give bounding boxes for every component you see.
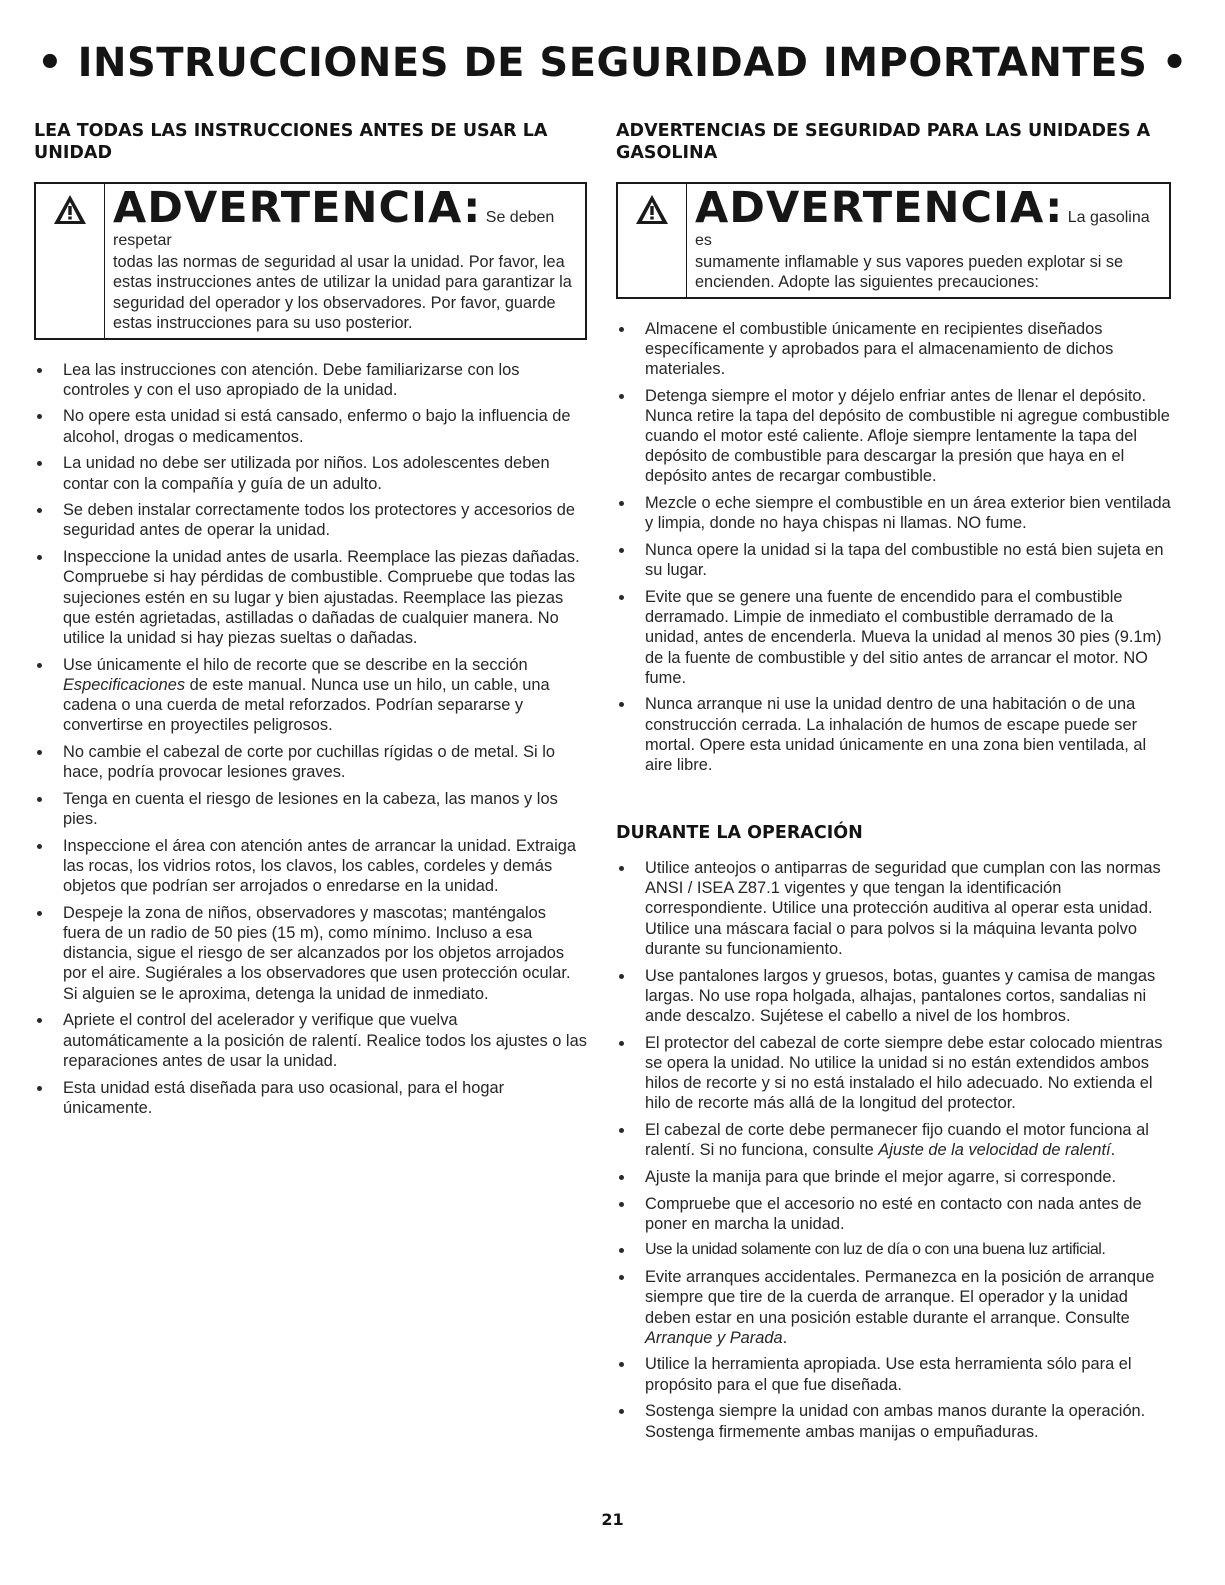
list-item — [34, 742, 587, 782]
bullet-icon — [619, 702, 624, 707]
left-column — [34, 120, 587, 1124]
list-item-text: Use pantalones largos y gruesos, botas, guantes y camisa de mangas largas. No use ropa holgada, alhajas, pantalones cortos, sandalias ni ande descalzo. Sujétese el cabello a nivel de los hombros. — [645, 966, 1156, 1025]
list-item-reference: Arranque y Parada — [645, 1328, 783, 1347]
bullet-icon — [37, 368, 42, 373]
list-item-text: Utilice la herramienta apropiada. Use esta herramienta sólo para el propósito para el que fue diseñada. — [645, 1355, 1132, 1394]
list-item-text: Apriete el control del acelerador y verifique que vuelva automáticamente a la posición de ralentí. Realice todos los ajustes o las reparaciones antes de usar la unidad. — [63, 1011, 587, 1070]
list-operation-safety — [616, 858, 1171, 1442]
bullet-icon — [37, 1018, 42, 1023]
bullet-icon — [37, 1086, 42, 1091]
warning-word: ADVERTENCIA: — [695, 183, 1064, 233]
bullet-icon — [619, 501, 624, 506]
list-item-text: Nunca arranque ni use la unidad dentro de una habitación o de una construcción cerrada. La inhalación de humos de escape puede ser mortal. Opere esta unidad únicamente en una zona bien ventilada, al aire libre. — [645, 695, 1147, 775]
list-general-safety — [34, 360, 587, 1118]
list-item-text: Ajuste la manija para que brinde el mejor agarre, si corresponde. — [645, 1167, 1117, 1186]
list-item — [616, 386, 1171, 487]
list-item — [34, 1078, 587, 1118]
bullet-icon — [619, 548, 624, 553]
warning-box-general — [34, 182, 587, 340]
bullet-icon — [37, 461, 42, 466]
warning-body: todas las normas de seguridad al usar la unidad. Por favor, lea estas instrucciones antes de utilizar la unidad para garantizar la seguridad del operador y los observadores. Por favor, guarde estas instrucciones para su uso posterior. — [113, 252, 572, 332]
section-heading-operation: DURANTE LA OPERACIÓN — [616, 823, 863, 843]
list-item-text: Detenga siempre el motor y déjelo enfriar antes de llenar el depósito. Nunca retire la tapa del depósito de combustible ni agregue combustible cuando el motor esté caliente. Afloje siempre lentamente la tapa del depósito de combustible para descargar la presión que haya en el depósito antes de recargar combustible. — [645, 386, 1170, 486]
list-item — [34, 547, 587, 648]
list-item — [34, 453, 587, 493]
list-item-text: Lea las instrucciones con atención. Debe familiarizarse con los controles y con el uso apropiado de la unidad. — [63, 360, 520, 399]
warning-icon-cell — [618, 184, 687, 297]
list-item — [616, 319, 1171, 380]
list-item-reference: Especificaciones — [63, 675, 186, 694]
list-item — [616, 694, 1171, 775]
list-gasoline-safety — [616, 319, 1171, 776]
warning-text-general — [105, 184, 585, 338]
warning-icon-cell — [36, 184, 105, 338]
list-item — [616, 1120, 1171, 1160]
list-item — [34, 903, 587, 1004]
section-heading-gasoline: ADVERTENCIAS DE SEGURIDAD PARA LAS UNIDADES A GASOLINA — [616, 121, 1151, 163]
bullet-icon — [37, 414, 42, 419]
list-item — [616, 1401, 1171, 1441]
list-item-text: La unidad no debe ser utilizada por niños. Los adolescentes deben contar con la compañía y guía de un adulto. — [63, 454, 550, 493]
page-number: 21 — [601, 1510, 624, 1529]
list-item-text: de este manual. Nunca use un hilo, un cable, una cadena o una cuerda de metal reforzados. Podrían separarse y convertirse en proyectiles peligrosos. — [63, 675, 550, 735]
warning-triangle-icon — [53, 194, 87, 225]
list-item-text: Tenga en cuenta el riesgo de lesiones en la cabeza, las manos y los pies. — [63, 789, 558, 829]
list-item — [34, 1010, 587, 1071]
list-item-text: Esta unidad está diseñada para uso ocasional, para el hogar únicamente. — [63, 1078, 505, 1117]
bullet-icon — [619, 1409, 624, 1414]
list-item-text: Utilice anteojos o antiparras de seguridad que cumplan con las normas ANSI / ISEA Z87.1 vigentes y que tengan la identificación correspondiente. Utilice una protección auditiva al operar esta unidad. Utilice una máscara facial o para polvos si la máquina levanta polvo durante su funcionamiento. — [645, 859, 1161, 958]
warning-lead: La gasolina es — [695, 209, 1150, 249]
warning-body: sumamente inflamable y sus vapores pueden explotar si se encienden. Adopte las siguientes precauciones: — [695, 252, 1124, 291]
warning-triangle-icon — [635, 194, 669, 225]
bullet-icon — [619, 1202, 624, 1207]
list-item-text: Despeje la zona de niños, observadores y mascotas; manténgalos fuera de un radio de 50 pies (15 m), como mínimo. Incluso a esa distancia, sigue el riesgo de ser alcanzados por los objetos arrojados por el aire. Sugiérales a los observadores que usen protección ocular. Si alguien se le aproxima, detenga la unidad de inmediato. — [63, 903, 571, 1003]
warning-lead: Se deben respetar — [113, 209, 555, 249]
list-item-text: Use únicamente el hilo de recorte que se describe en la sección — [63, 655, 528, 674]
bullet-icon — [619, 1275, 624, 1280]
list-item-text: El cabezal de corte debe permanecer fijo cuando el motor funciona al ralentí. Si no funciona, consulte — [645, 1120, 1149, 1160]
bullet-icon — [619, 1128, 624, 1133]
bullet-icon — [37, 797, 42, 802]
list-item — [616, 540, 1171, 580]
list-item — [616, 493, 1171, 533]
list-item-text: Inspeccione la unidad antes de usarla. Reemplace las piezas dañadas. Compruebe si hay pérdidas de combustible. Compruebe que todas las sujeciones estén en su lugar y bien ajustadas. Reemplace las piezas que estén agrietadas, astilladas o dañadas de cualquier manera. No utilice la unidad si hay piezas sueltas o dañadas. — [63, 548, 580, 647]
list-item-text: Evite arranques accidentales. Permanezca en la posición de arranque siempre que tire de la cuerda de arranque. El operador y la unidad deben estar en una posición estable durante el arranque. Consulte — [645, 1268, 1155, 1327]
bullet-icon — [37, 508, 42, 513]
page-title: • INSTRUCCIONES DE SEGURIDAD IMPORTANTES • — [37, 40, 1188, 86]
bullet-icon — [619, 1175, 624, 1180]
bullet-icon — [619, 974, 624, 979]
list-item-text: Sostenga siempre la unidad con ambas manos durante la operación. Sostenga firmemente ambas manijas o empuñaduras. — [645, 1402, 1146, 1441]
operation-section — [616, 822, 1171, 1448]
list-item-text: Mezcle o eche siempre el combustible en un área exterior bien ventilada y limpia, donde no haya chispas ni llamas. NO fume. — [645, 494, 1171, 533]
right-column — [616, 120, 1171, 782]
list-item-text: . — [782, 1328, 788, 1347]
list-item-text: No opere esta unidad si está cansado, enfermo o bajo la influencia de alcohol, drogas o medicamentos. — [63, 407, 571, 446]
warning-text-gasoline — [687, 184, 1169, 297]
bullet-icon — [37, 555, 42, 560]
list-item-text: Use la unidad solamente con luz de día o con una buena luz artificial. — [645, 1241, 1106, 1259]
bullet-icon — [619, 327, 624, 332]
bullet-icon — [619, 1248, 624, 1253]
bullet-icon — [619, 1041, 624, 1046]
list-item — [616, 966, 1171, 1027]
list-item — [616, 1194, 1171, 1234]
list-item — [616, 1354, 1171, 1394]
list-item-text: Compruebe que el accesorio no esté en contacto con nada antes de poner en marcha la unidad. — [645, 1194, 1142, 1233]
list-item — [34, 360, 587, 400]
bullet-icon — [37, 844, 42, 849]
list-item — [616, 1240, 1171, 1260]
list-item — [616, 587, 1171, 688]
bullet-icon — [619, 1362, 624, 1367]
list-item-text: El protector del cabezal de corte siempre debe estar colocado mientras se opera la unidad. No utilice la unidad si no están extendidos ambos hilos de recorte y si no está instalado el hilo adecuado. No extienda el hilo de recorte más allá de la longitud del protector. — [645, 1033, 1163, 1113]
list-item-text: Inspeccione el área con atención antes de arrancar la unidad. Extraiga las rocas, los vidrios rotos, los clavos, los cables, cordeles y demás objetos que podrían ser arrojados o enredarse en la unidad. — [63, 836, 576, 896]
list-item-reference: Ajuste de la velocidad de ralentí — [878, 1141, 1111, 1160]
list-item — [616, 1033, 1171, 1114]
bullet-icon — [37, 750, 42, 755]
bullet-icon — [37, 663, 42, 668]
bullet-icon — [619, 866, 624, 871]
bullet-icon — [37, 911, 42, 916]
list-item-text: Nunca opere la unidad si la tapa del combustible no está bien sujeta en su lugar. — [645, 541, 1164, 580]
warning-box-gasoline — [616, 182, 1171, 299]
list-item — [34, 500, 587, 540]
section-heading-general: LEA TODAS LAS INSTRUCCIONES ANTES DE USAR LA UNIDAD — [34, 121, 548, 163]
list-item — [34, 655, 587, 736]
bullet-icon — [619, 394, 624, 399]
list-item — [34, 836, 587, 897]
list-item-text: Se deben instalar correctamente todos los protectores y accesorios de seguridad antes de operar la unidad. — [63, 501, 576, 540]
list-item-text: Almacene el combustible únicamente en recipientes diseñados específicamente y aprobados para el almacenamiento de dichos materiales. — [645, 319, 1114, 378]
list-item — [34, 789, 587, 829]
warning-word: ADVERTENCIA: — [113, 183, 482, 233]
list-item — [616, 1167, 1171, 1187]
list-item — [34, 406, 587, 446]
list-item — [616, 858, 1171, 959]
bullet-icon — [619, 595, 624, 600]
list-item-text: . — [1110, 1141, 1116, 1160]
list-item — [616, 1267, 1171, 1348]
list-item-text: Evite que se genere una fuente de encendido para el combustible derramado. Limpie de inmediato el combustible derramado de la unidad, antes de encenderla. Mueva la unidad al menos 30 pies (9.1m) de la fuente de combustible y del sitio antes de arrancar el motor. NO fume. — [645, 587, 1162, 687]
list-item-text: No cambie el cabezal de corte por cuchillas rígidas o de metal. Si lo hace, podría provocar lesiones graves. — [63, 742, 555, 782]
